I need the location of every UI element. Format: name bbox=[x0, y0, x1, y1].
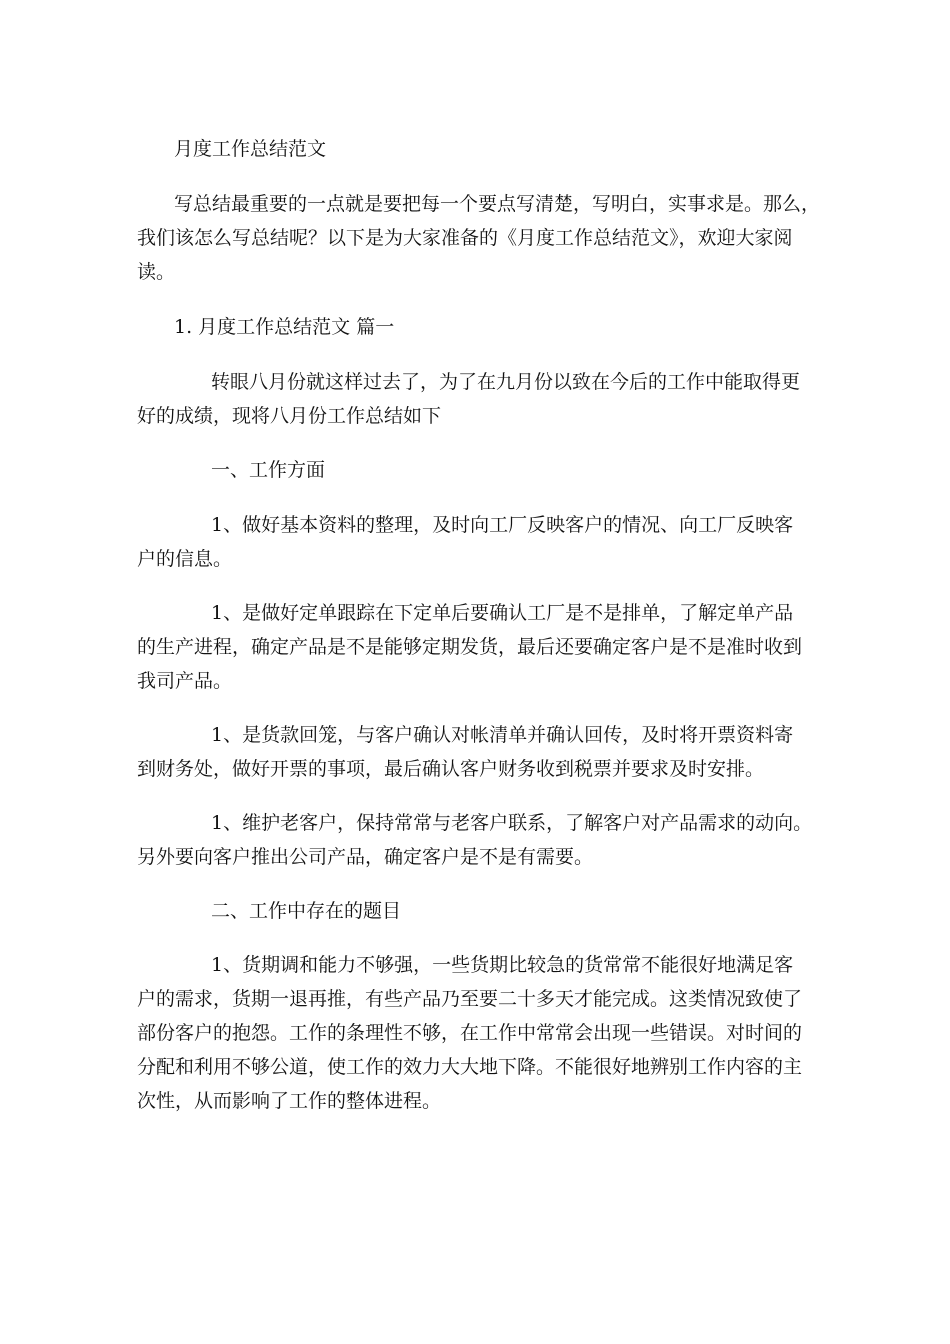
intro-line-1: 写总结最重要的一点就是要把每一个要点写清楚，写明白，实事求是。那么， bbox=[174, 193, 821, 215]
p1-line-1: 转眼八月份就这样过去了，为了在九月份以致在今后的工作中能取得更 bbox=[211, 371, 801, 393]
heading-work: 一、工作方面 bbox=[211, 459, 326, 481]
item1-line-1: 1、做好基本资料的整理，及时向工厂反映客户的情况、向工厂反映客 bbox=[211, 514, 794, 536]
issue1-line-5: 次性，从而影响了工作的整体进程。 bbox=[137, 1090, 442, 1112]
p1-line-2: 好的成绩，现将八月份工作总结如下 bbox=[137, 405, 442, 427]
item4-line-1: 1、维护老客户，保持常常与老客户联系，了解客户对产品需求的动向。 bbox=[211, 812, 813, 834]
intro-line-2: 我们该怎么写总结呢？以下是为大家准备的《月度工作总结范文》，欢迎大家阅 bbox=[137, 227, 793, 249]
item3-line-2: 到财务处，做好开票的事项，最后确认客户财务收到税票并要求及时安排。 bbox=[137, 758, 765, 780]
intro-line-3: 读。 bbox=[137, 261, 176, 283]
document-title: 月度工作总结范文 bbox=[174, 138, 327, 160]
item3-line-1: 1、是货款回笼，与客户确认对帐清单并确认回传，及时将开票资料寄 bbox=[211, 724, 794, 746]
issue1-line-3: 部份客户的抱怨。工作的条理性不够，在工作中常常会出现一些错误。对时间的 bbox=[137, 1022, 803, 1044]
item1-line-2: 户的信息。 bbox=[137, 548, 233, 570]
heading-issues: 二、工作中存在的题目 bbox=[211, 900, 402, 922]
issue1-line-1: 1、货期调和能力不够强，一些货期比较急的货常常不能很好地满足客 bbox=[211, 954, 794, 976]
item2-line-2: 的生产进程，确定产品是不是能够定期发货，最后还要确定客户是不是准时收到 bbox=[137, 636, 803, 658]
section-heading: 1. 月度工作总结范文 篇一 bbox=[174, 316, 395, 338]
item4-line-2: 另外要向客户推出公司产品，确定客户是不是有需要。 bbox=[137, 846, 594, 868]
item2-line-3: 我司产品。 bbox=[137, 670, 233, 692]
issue1-line-4: 分配和利用不够公道，使工作的效力大大地下降。不能很好地辨别工作内容的主 bbox=[137, 1056, 803, 1078]
item2-line-1: 1、是做好定单跟踪在下定单后要确认工厂是不是排单，了解定单产品 bbox=[211, 602, 794, 624]
issue1-line-2: 户的需求，货期一退再推，有些产品乃至要二十多天才能完成。这类情况致使了 bbox=[137, 988, 803, 1010]
